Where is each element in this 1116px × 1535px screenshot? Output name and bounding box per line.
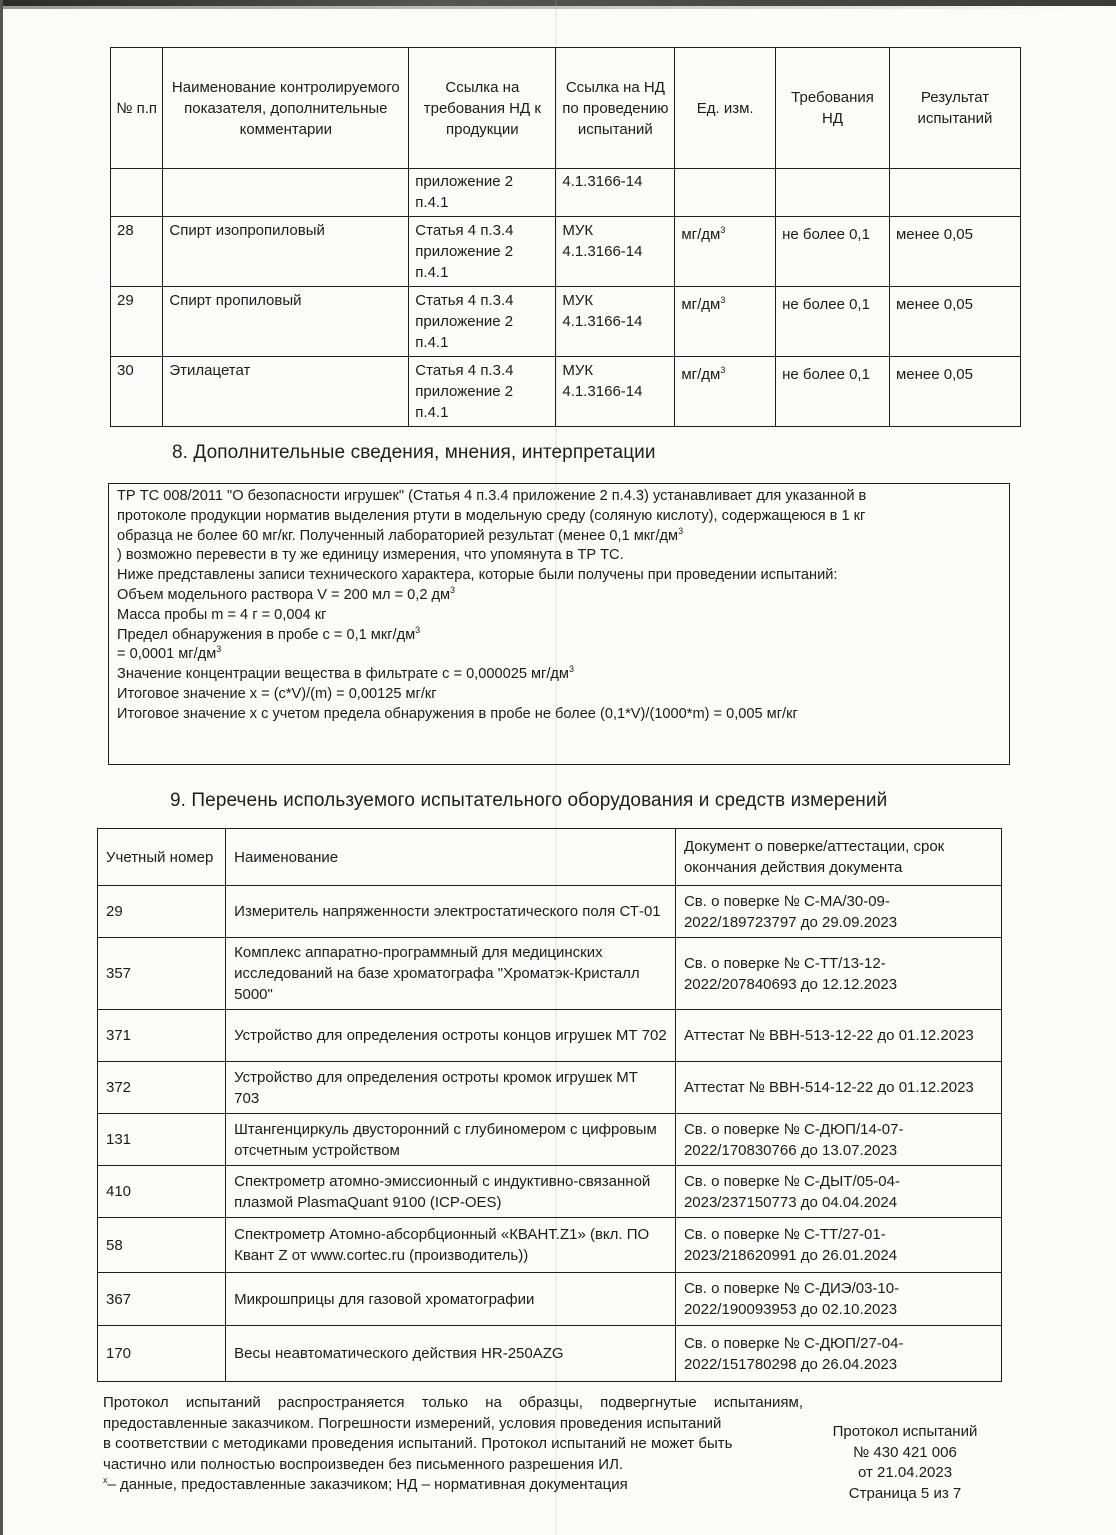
cell-verification-doc: Св. о поверке № С-ТТ/13-12-2022/207840693 до 12.12.2023: [675, 938, 1001, 1010]
equipment-table-header: [98, 829, 1002, 886]
cell-verification-doc: Св. о поверке № С-ДЫТ/05-04-2023/237150773 до 04.04.2024: [675, 1166, 1001, 1218]
table-row: [111, 217, 1021, 287]
table-row: [98, 886, 1002, 938]
cell-name: Спирт изопропиловый: [163, 217, 409, 287]
cell-account-number: 367: [98, 1273, 226, 1326]
cell-account-number: 410: [98, 1166, 226, 1218]
cell-unit: [675, 217, 776, 287]
cell-account-number: 372: [98, 1062, 226, 1114]
results-table-header: [111, 48, 1021, 169]
header-unit: Ед. изм.: [675, 48, 776, 169]
cell-equipment-name: Спектрометр Атомно-абсорбционный «КВАНТ.Z1» (вкл. ПО Квант Z от www.cortec.ru (производитель)): [226, 1218, 676, 1273]
table-row: [98, 1166, 1002, 1218]
note-text: Итоговое значение x = (c*V)/(m) = 0,00125 мг/кг: [117, 685, 437, 702]
cell-req-ref: [409, 217, 556, 287]
note-line: [117, 507, 1009, 527]
cell-test-ref: [556, 287, 675, 357]
cell-unit: [675, 357, 776, 427]
note-text: Объем модельного раствора V = 200 мл = 0,2 дм: [117, 586, 451, 603]
cell-requirement: не более 0,1: [776, 357, 890, 427]
cell-requirement: не более 0,1: [776, 287, 890, 357]
cell-equipment-name: Устройство для определения остроты концов игрушек МТ 702: [226, 1010, 676, 1062]
section-9-title: 9. Перечень используемого испытательного оборудования и средств измерений: [170, 790, 888, 811]
test-ref-line: МУК: [562, 362, 594, 379]
cell-equipment-name: Штангенциркуль двусторонний с глубиномером с цифровым отсчетным устройством: [226, 1114, 676, 1166]
header-indicator: Наименование контролируемого показателя, дополнительные комментарии: [163, 48, 409, 169]
protocol-date: от 21.04.2023: [857, 1464, 953, 1481]
req-ref-line: Статья 4 п.3.4: [415, 222, 514, 239]
header-account-number: Учетный номер: [98, 829, 226, 886]
test-ref-line: МУК: [562, 222, 594, 239]
cell-test-ref: [556, 217, 675, 287]
note-text: образца не более 60 мг/кг. Полученный лабораторией результат (менее 0,1 мкг/дм: [117, 527, 679, 544]
note-text: Предел обнаружения в пробе с = 0,1 мкг/дм: [117, 626, 416, 643]
note-text: ТР ТС 008/2011 "О безопасности игрушек" (Статья 4 п.3.4 приложение 2 п.4.3) устанавливает для указанной в: [117, 488, 867, 504]
cell-number: [111, 169, 163, 217]
cell-req-ref-text: приложение 2 п.4.1: [415, 173, 514, 211]
note-line: [117, 566, 1009, 586]
unit-text: мг/дм: [681, 226, 721, 243]
test-ref-line: МУК: [562, 292, 594, 309]
cell-equipment-name: Устройство для определения остроты кромок игрушек МТ 703: [226, 1062, 676, 1114]
table-row: [98, 1062, 1002, 1114]
footer-disclaimer: [103, 1393, 803, 1496]
cell-verification-doc: Св. о поверке № С-ДЮП/14-07-2022/170830766 до 13.07.2023: [675, 1114, 1001, 1166]
cell-verification-doc: Св. о поверке № С-ТТ/27-01-2023/218620991 до 26.01.2024: [675, 1218, 1001, 1273]
cell-verification-doc: Аттестат № ВВН-514-12-22 до 01.12.2023: [675, 1062, 1001, 1114]
protocol-label: Протокол испытаний: [832, 1423, 978, 1440]
table-row-continuation: [111, 169, 1021, 217]
note-line: [117, 487, 1009, 507]
req-ref-line: приложение 2: [415, 313, 514, 330]
table-row: [98, 1326, 1002, 1382]
header-name: Наименование: [226, 829, 676, 886]
cell-test-ref: 4.1.3166-14: [556, 169, 675, 217]
equipment-table: [97, 828, 1002, 1382]
cell-account-number: 131: [98, 1114, 226, 1166]
unit-text: мг/дм: [681, 296, 721, 313]
scan-shadow-top: [0, 6, 1080, 9]
req-ref-line: п.4.1: [415, 334, 449, 351]
cell-account-number: 29: [98, 886, 226, 938]
note-text: Ниже представлены записи технического характера, которые были получены при проведении испытаний:: [117, 567, 838, 584]
cell-equipment-name: Микрошприцы для газовой хроматографии: [226, 1273, 676, 1326]
cell-verification-doc: Св. о поверке № С-ДИЭ/03-10-2022/190093953 до 02.10.2023: [675, 1273, 1001, 1326]
cell-result: менее 0,05: [889, 357, 1020, 427]
note-line: [117, 705, 1009, 725]
req-ref-line: п.4.1: [415, 404, 449, 421]
cell-account-number: 58: [98, 1218, 226, 1273]
req-ref-line: Статья 4 п.3.4: [415, 292, 514, 309]
header-test-ref: Ссылка на НД по проведению испытаний: [556, 48, 675, 169]
table-row: [111, 287, 1021, 357]
req-ref-line: приложение 2: [415, 383, 514, 400]
results-table: [110, 47, 1021, 427]
note-exponent: 3: [415, 624, 421, 635]
unit-text: мг/дм: [681, 366, 721, 383]
note-line: [117, 645, 1009, 665]
cell-number: 29: [111, 287, 163, 357]
note-exponent: 3: [450, 584, 456, 595]
cell-account-number: 357: [98, 938, 226, 1010]
table-row: [98, 1218, 1002, 1273]
note-line: [117, 606, 1009, 626]
test-ref-line: 4.1.3166-14: [562, 313, 643, 330]
req-ref-line: приложение 2: [415, 243, 514, 260]
additional-info-box: [108, 483, 1010, 765]
cell-verification-doc: Св. о поверке № С-МА/30-09-2022/189723797 до 29.09.2023: [675, 886, 1001, 938]
note-line: [117, 527, 1009, 547]
protocol-number: № 430 421 006: [853, 1443, 957, 1461]
cell-unit: [675, 287, 776, 357]
page-number: Страница 5 из 7: [848, 1484, 962, 1502]
cell-requirement: не более 0,1: [776, 217, 890, 287]
header-number: № п.п: [111, 48, 163, 169]
cell-req-ref: [409, 169, 556, 217]
disclaimer-line: предоставленные заказчиком. Погрешности измерений, условия проведения испытаний: [103, 1414, 722, 1432]
note-line: [117, 546, 1009, 566]
cell-account-number: 371: [98, 1010, 226, 1062]
cell-req-ref: [409, 357, 556, 427]
cell-unit: [675, 169, 776, 217]
cell-number: 28: [111, 217, 163, 287]
cell-name: Этилацетат: [163, 357, 409, 427]
cell-equipment-name: Спектрометр атомно-эмиссионный с индуктивно-связанной плазмой PlasmaQuant 9100 (ICP-OES): [226, 1166, 676, 1218]
disclaimer-line: частично или полностью воспроизведен без письменного разрешения ИЛ.: [103, 1455, 624, 1473]
cell-equipment-name: Комплекс аппаратно-программный для медицинских исследований на базе хроматографа "Хроматэк-Кристалл 5000": [226, 938, 676, 1010]
scan-edge-left: [0, 0, 3, 1535]
note-line: [117, 626, 1009, 646]
note-text: Итоговое значение x с учетом предела обнаружения в пробе не более (0,1*V)/(1000*m) = 0,005 мг/кг: [117, 705, 798, 722]
cell-name: Спирт пропиловый: [163, 287, 409, 357]
note-text: ) возможно перевести в ту же единицу измерения, что упомянута в ТР ТС.: [117, 547, 624, 564]
cell-verification-doc: Аттестат № ВВН-513-12-22 до 01.12.2023: [675, 1010, 1001, 1062]
cell-equipment-name: Весы неавтоматического действия HR-250AZG: [226, 1326, 676, 1382]
note-line: [117, 665, 1009, 685]
cell-result: [889, 169, 1020, 217]
footnote-legend: [103, 1475, 803, 1496]
cell-req-ref: [409, 287, 556, 357]
note-exponent: 3: [678, 525, 684, 536]
table-row: [98, 1273, 1002, 1326]
footnote-text: – данные, предоставленные заказчиком; НД – нормативная документация: [107, 1476, 628, 1493]
note-text: протоколе продукции норматив выделения ртути в модельную среду (соляную кислоту), содержащеюся в 1 кг: [117, 507, 866, 524]
table-row: [98, 938, 1002, 1010]
note-text: = 0,0001 мг/дм: [117, 646, 217, 663]
cell-result: менее 0,05: [889, 217, 1020, 287]
cell-equipment-name: Измеритель напряженности электростатического поля СТ-01: [226, 886, 676, 938]
cell-number: 30: [111, 357, 163, 427]
disclaimer-line: Протокол испытаний распространяется только на образцы, подвергнутые испытаниям,: [103, 1394, 803, 1411]
table-row: [98, 1010, 1002, 1062]
footnote-mark: x: [103, 1475, 108, 1485]
test-ref-line: 4.1.3166-14: [562, 243, 643, 260]
table-row: [111, 357, 1021, 427]
test-ref-line: 4.1.3166-14: [562, 383, 643, 400]
cell-verification-doc: Св. о поверке № С-ДЮП/27-04-2022/151780298 до 26.04.2023: [675, 1326, 1001, 1382]
unit-exponent: 3: [720, 365, 726, 375]
header-result: Результат испытаний: [889, 48, 1020, 169]
cell-name: [163, 169, 409, 217]
header-verification-doc: Документ о поверке/аттестации, срок окончания действия документа: [675, 829, 1001, 886]
header-requirement-ref: Ссылка на требования НД к продукции: [409, 48, 556, 169]
note-text: Значение концентрации вещества в фильтрате с = 0,000025 мг/дм: [117, 666, 569, 683]
note-text: Масса пробы m = 4 г = 0,004 кг: [117, 606, 327, 623]
note-line: [117, 685, 1009, 705]
protocol-info: [810, 1422, 1000, 1504]
note-exponent: 3: [568, 664, 574, 675]
cell-requirement: [776, 169, 890, 217]
cell-test-ref: [556, 357, 675, 427]
note-exponent: 3: [216, 644, 222, 655]
table-row: [98, 1114, 1002, 1166]
cell-result: менее 0,05: [889, 287, 1020, 357]
req-ref-line: п.4.1: [415, 264, 449, 281]
section-8-title: 8. Дополнительные сведения, мнения, интерпретации: [172, 442, 656, 463]
unit-exponent: 3: [720, 295, 726, 305]
req-ref-line: Статья 4 п.3.4: [415, 362, 514, 379]
header-requirement: Требования НД: [776, 48, 890, 169]
unit-exponent: 3: [720, 225, 726, 235]
disclaimer-line: в соответствии с методиками проведения испытаний. Протокол испытаний не может быть: [103, 1435, 733, 1452]
cell-account-number: 170: [98, 1326, 226, 1382]
note-line: [117, 586, 1009, 606]
